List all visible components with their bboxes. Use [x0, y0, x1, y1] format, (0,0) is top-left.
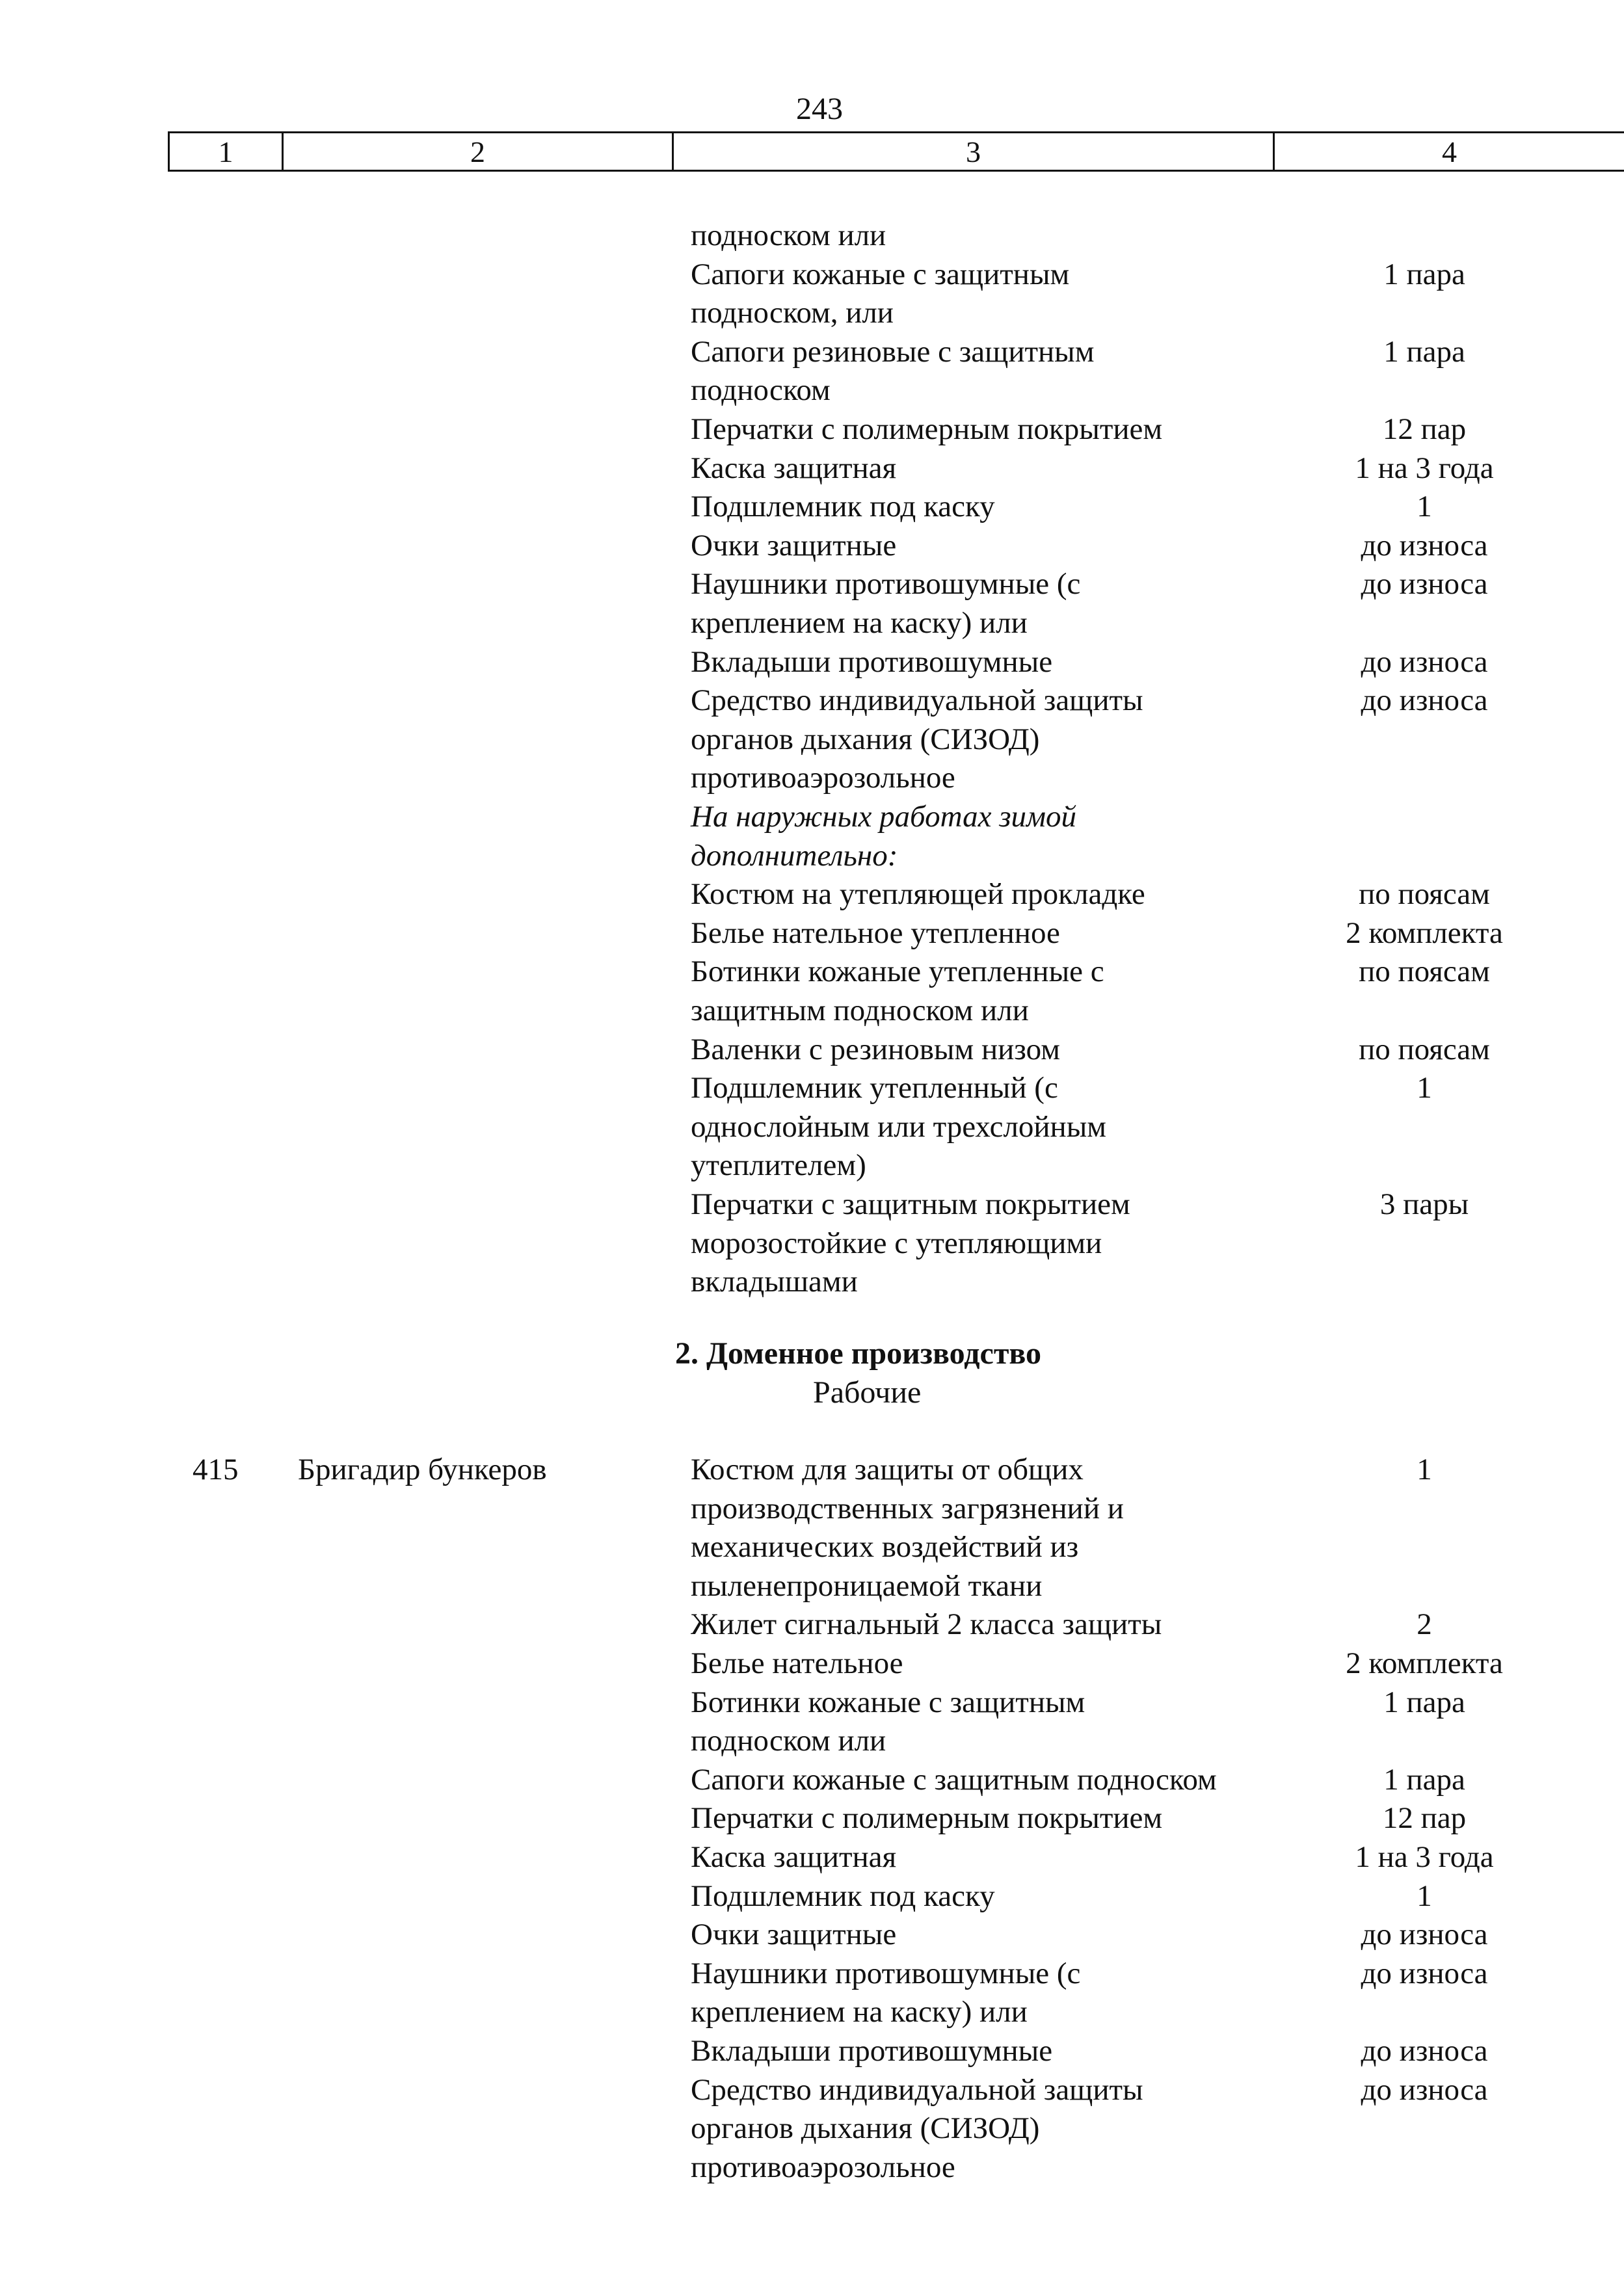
- list-item: [0, 603, 1624, 642]
- item-text: подноском, или: [691, 296, 894, 330]
- norm-value: 12 пар: [1382, 1801, 1467, 1836]
- item-text: органов дыхания (СИЗОД): [691, 2111, 1040, 2146]
- item-text: Подшлемник утепленный (с: [691, 1071, 1058, 1105]
- norm-value: 1 пара: [1383, 334, 1465, 369]
- item-text: креплением на каску) или: [691, 1995, 1028, 2029]
- norm-value: 1 пара: [1383, 1685, 1465, 1719]
- item-text: Очки защитные: [691, 1918, 897, 1952]
- list-item: [0, 2148, 1624, 2187]
- item-text: Вкладыши противошумные: [691, 2034, 1053, 2068]
- header-cell-3: 3: [674, 133, 1275, 170]
- item-text: На наружных работах зимой: [691, 800, 1077, 834]
- item-text: креплением на каску) или: [691, 606, 1028, 640]
- list-item: [0, 255, 1624, 294]
- norm-value: 2: [1417, 1607, 1432, 1642]
- item-text: Подшлемник под каску: [691, 490, 995, 524]
- item-text: подноском или: [691, 218, 886, 252]
- list-item: [0, 1224, 1624, 1263]
- item-text: Перчатки с полимерным покрытием: [691, 1801, 1163, 1836]
- list-item: [0, 1185, 1624, 1224]
- norm-value: 1: [1417, 490, 1432, 524]
- list-item: [0, 216, 1624, 255]
- job-title: Бригадир бункеров: [298, 1453, 547, 1486]
- list-item: [0, 1877, 1624, 1916]
- norm-value: 1 на 3 года: [1355, 1840, 1494, 1874]
- item-text: Перчатки с защитным покрытием: [691, 1187, 1130, 1221]
- list-item: [0, 2070, 1624, 2109]
- list-item: [0, 1262, 1624, 1301]
- list-item: [0, 332, 1624, 371]
- list-item: [0, 836, 1624, 875]
- norm-value: до износа: [1361, 1956, 1488, 1990]
- item-text: Валенки с резиновым низом: [691, 1032, 1060, 1066]
- header-cell-2: 2: [284, 133, 674, 170]
- list-item: [0, 758, 1624, 797]
- item-text: Костюм для защиты от общих: [691, 1453, 1084, 1486]
- item-text: Сапоги кожаные с защитным: [691, 257, 1070, 291]
- item-text: Средство индивидуальной защиты: [691, 683, 1143, 718]
- list-item: [0, 1489, 1624, 1528]
- list-item: [0, 1799, 1624, 1838]
- list-item: [0, 1146, 1624, 1185]
- norm-value: до износа: [1361, 567, 1488, 601]
- list-item: [0, 293, 1624, 332]
- norm-value: 2 комплекта: [1346, 1646, 1503, 1680]
- norm-value: до износа: [1361, 2072, 1488, 2107]
- item-text: защитным подноском или: [691, 994, 1029, 1027]
- list-item: [0, 526, 1624, 565]
- item-text: Каска защитная: [691, 451, 897, 485]
- item-text: дополнительно:: [691, 838, 898, 873]
- list-item: [0, 1068, 1624, 1107]
- norm-value: 3 пары: [1379, 1187, 1469, 1221]
- list-item: [0, 914, 1624, 953]
- list-item: [0, 1566, 1624, 1605]
- list-item: [0, 875, 1624, 914]
- list-item: [0, 1644, 1624, 1683]
- item-text: Белье нательное: [691, 1646, 903, 1680]
- list-item: [0, 681, 1624, 720]
- page-number: 243: [796, 92, 843, 126]
- section-title: 2. Доменное производство: [675, 1336, 1041, 1371]
- norm-value: до износа: [1361, 528, 1488, 562]
- list-item: [0, 371, 1624, 410]
- item-text: утеплителем): [691, 1148, 866, 1183]
- list-item: [0, 642, 1624, 681]
- list-item: [0, 1527, 1624, 1566]
- section-subtitle: Рабочие: [813, 1375, 922, 1410]
- norm-value: 1 пара: [1383, 257, 1465, 291]
- item-text: Сапоги кожаные с защитным подноском: [691, 1762, 1217, 1797]
- list-item: [0, 449, 1624, 488]
- item-text: Вкладыши противошумные: [691, 644, 1053, 679]
- item-text: Средство индивидуальной защиты: [691, 2072, 1143, 2107]
- item-text: морозостойкие с утепляющими: [691, 1226, 1102, 1260]
- item-text: Каска защитная: [691, 1840, 897, 1874]
- list-item: [0, 2109, 1624, 2148]
- norm-value: по поясам: [1359, 877, 1490, 912]
- norm-value: 12 пар: [1382, 412, 1467, 446]
- item-text: Наушники противошумные (с: [691, 567, 1081, 601]
- list-item: [0, 1450, 1624, 1489]
- list-item: [0, 720, 1624, 759]
- item-text: производственных загрязнений и: [691, 1491, 1124, 1525]
- list-item: [0, 1721, 1624, 1760]
- list-item: [0, 991, 1624, 1030]
- item-text: Жилет сигнальный 2 класса защиты: [691, 1607, 1162, 1642]
- norm-value: 1: [1417, 1453, 1432, 1486]
- list-item: [0, 1030, 1624, 1069]
- norm-value: 1: [1417, 1879, 1432, 1913]
- item-text: Перчатки с полимерным покрытием: [691, 412, 1163, 446]
- norm-value: до износа: [1361, 683, 1488, 718]
- list-item: [0, 564, 1624, 603]
- list-item: [0, 797, 1624, 836]
- item-text: Подшлемник под каску: [691, 1879, 995, 1913]
- item-text: механических воздействий из: [691, 1530, 1079, 1564]
- item-text: противоаэрозольное: [691, 761, 955, 795]
- item-text: вкладышами: [691, 1265, 858, 1299]
- norm-value: 2 комплекта: [1346, 916, 1503, 950]
- header-cell-1: 1: [170, 133, 284, 170]
- list-item: [0, 1107, 1624, 1146]
- item-text: Очки защитные: [691, 528, 897, 562]
- norm-value: до износа: [1361, 644, 1488, 679]
- list-item: [0, 2031, 1624, 2070]
- list-item: [0, 410, 1624, 449]
- item-text: Наушники противошумные (с: [691, 1956, 1081, 1990]
- norm-value: по поясам: [1359, 955, 1490, 989]
- item-text: подноском или: [691, 1724, 886, 1758]
- item-text: пыленепроницаемой ткани: [691, 1568, 1043, 1603]
- list-item: [0, 1954, 1624, 1993]
- entry-number: 415: [193, 1453, 239, 1486]
- item-text: органов дыхания (СИЗОД): [691, 722, 1040, 756]
- item-text: Костюм на утепляющей прокладке: [691, 877, 1145, 912]
- item-text: подноском: [691, 373, 831, 408]
- list-item: [0, 1760, 1624, 1799]
- norm-value: 1 пара: [1383, 1762, 1465, 1797]
- norm-value: 1 на 3 года: [1355, 451, 1494, 485]
- list-item: [0, 1992, 1624, 2031]
- norm-value: 1: [1417, 1071, 1432, 1105]
- norm-value: до износа: [1361, 2034, 1488, 2068]
- item-text: Ботинки кожаные утепленные с: [691, 955, 1104, 989]
- item-text: Белье нательное утепленное: [691, 916, 1060, 950]
- item-text: Ботинки кожаные с защитным: [691, 1685, 1085, 1719]
- list-item: [0, 952, 1624, 991]
- item-text: однослойным или трехслойным: [691, 1109, 1107, 1144]
- norm-value: до износа: [1361, 1918, 1488, 1952]
- norm-value: по поясам: [1359, 1032, 1490, 1066]
- list-item: [0, 1838, 1624, 1877]
- header-cell-4: 4: [1442, 135, 1457, 168]
- list-item: [0, 1683, 1624, 1722]
- list-item: [0, 1915, 1624, 1954]
- item-text: противоаэрозольное: [691, 2150, 955, 2184]
- list-item: [0, 1605, 1624, 1644]
- list-item: [0, 487, 1624, 526]
- item-text: Сапоги резиновые с защитным: [691, 334, 1095, 369]
